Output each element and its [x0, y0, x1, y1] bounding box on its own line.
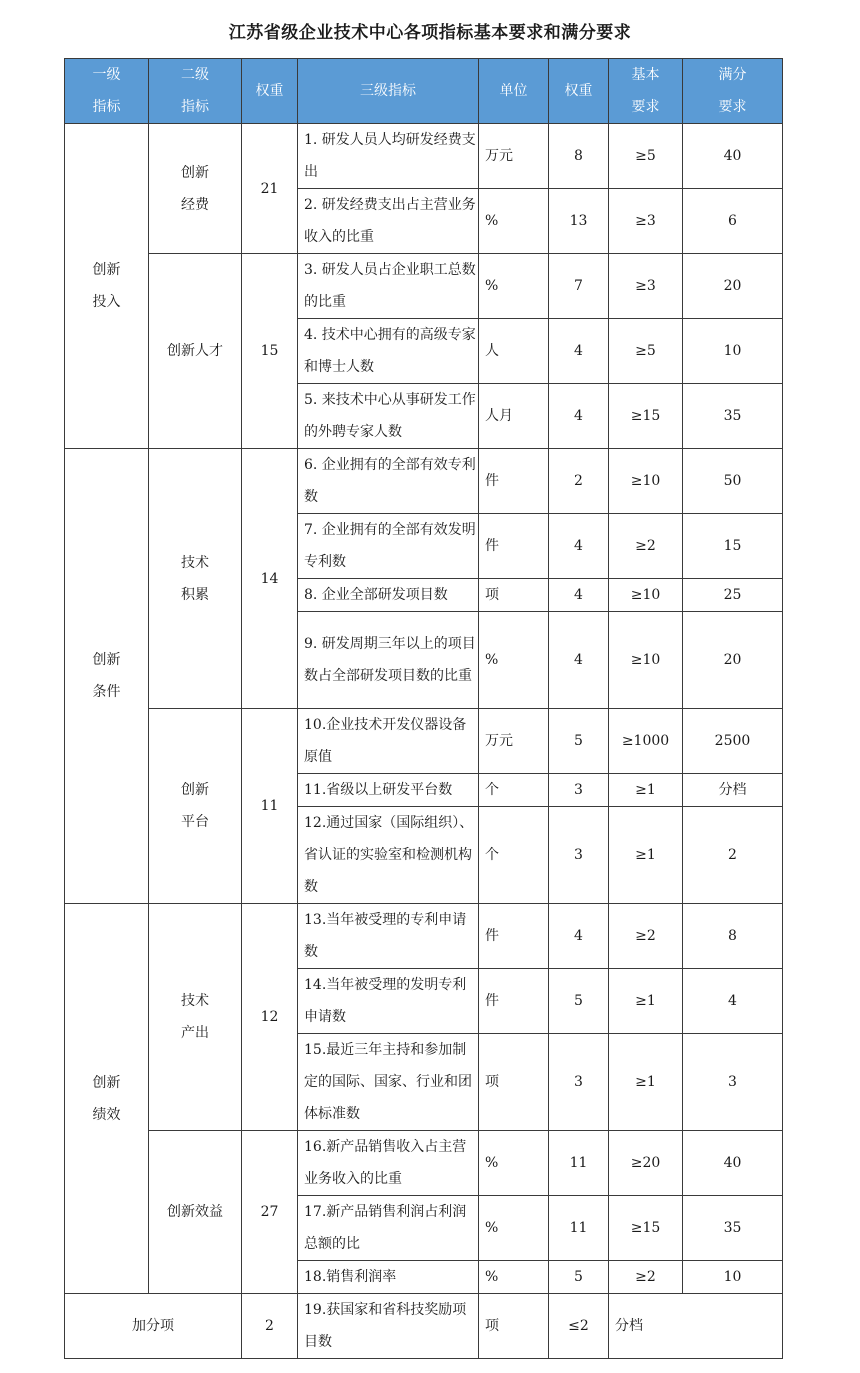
basic-cell: ≥15 — [609, 1196, 683, 1261]
unit-cell: % — [479, 612, 549, 709]
subgroup-cell: 创新人才 — [149, 254, 242, 449]
weight-cell: 7 — [549, 254, 609, 319]
unit-cell: % — [479, 254, 549, 319]
basic-cell: ≥10 — [609, 612, 683, 709]
indicator-cell: 12.通过国家（国际组织）、省认证的实验室和检测机构数 — [298, 807, 479, 904]
subgroup-weight-cell: 27 — [242, 1131, 298, 1294]
unit-cell: 件 — [479, 904, 549, 969]
basic-cell: 分档 — [609, 1294, 783, 1359]
weight-cell: 4 — [549, 904, 609, 969]
subgroup-weight-cell: 12 — [242, 904, 298, 1131]
unit-cell: 万元 — [479, 124, 549, 189]
weight-cell: 4 — [549, 514, 609, 579]
subgroup-weight-cell: 15 — [242, 254, 298, 449]
table-row — [65, 124, 783, 189]
unit-cell: 万元 — [479, 709, 549, 774]
header-level1: 一级 指标 — [65, 59, 149, 124]
group-cell: 创新 投入 — [65, 124, 149, 449]
indicator-cell: 5. 来技术中心从事研发工作的外聘专家人数 — [298, 384, 479, 449]
full-cell: 40 — [683, 1131, 783, 1196]
table-row — [65, 1294, 783, 1359]
unit-cell: % — [479, 1196, 549, 1261]
full-cell: 10 — [683, 319, 783, 384]
group-cell: 创新 条件 — [65, 449, 149, 904]
unit-cell: % — [479, 189, 549, 254]
full-cell: 15 — [683, 514, 783, 579]
basic-cell: ≥1 — [609, 1034, 683, 1131]
unit-cell: 人 — [479, 319, 549, 384]
weight-cell: 8 — [549, 124, 609, 189]
basic-cell: ≥10 — [609, 579, 683, 612]
weight-cell: 4 — [549, 384, 609, 449]
full-cell: 40 — [683, 124, 783, 189]
full-cell: 8 — [683, 904, 783, 969]
table-row — [65, 709, 783, 774]
indicator-cell: 13.当年被受理的专利申请数 — [298, 904, 479, 969]
subgroup-cell: 创新效益 — [149, 1131, 242, 1294]
table-row — [65, 254, 783, 319]
unit-cell: 项 — [479, 1294, 549, 1359]
weight-cell: 11 — [549, 1131, 609, 1196]
weight-cell: 2 — [549, 449, 609, 514]
weight-cell: 3 — [549, 1034, 609, 1131]
subgroup-cell: 创新 平台 — [149, 709, 242, 904]
full-cell: 25 — [683, 579, 783, 612]
basic-cell: ≥10 — [609, 449, 683, 514]
unit-cell: 项 — [479, 1034, 549, 1131]
full-cell: 35 — [683, 384, 783, 449]
indicator-cell: 17.新产品销售利润占利润总额的比 — [298, 1196, 479, 1261]
basic-cell: ≥5 — [609, 319, 683, 384]
unit-cell: 件 — [479, 449, 549, 514]
unit-cell: % — [479, 1261, 549, 1294]
unit-cell: % — [479, 1131, 549, 1196]
table-row — [65, 449, 783, 514]
weight-cell: 4 — [549, 579, 609, 612]
basic-cell: ≥20 — [609, 1131, 683, 1196]
indicator-cell: 11.省级以上研发平台数 — [298, 774, 479, 807]
header-full: 满分 要求 — [683, 59, 783, 124]
weight-cell: 5 — [549, 709, 609, 774]
unit-cell: 个 — [479, 774, 549, 807]
unit-cell: 人月 — [479, 384, 549, 449]
full-cell: 20 — [683, 254, 783, 319]
subgroup-cell: 技术 积累 — [149, 449, 242, 709]
bonus-weight-cell: 2 — [242, 1294, 298, 1359]
full-cell: 35 — [683, 1196, 783, 1261]
weight-cell: 4 — [549, 319, 609, 384]
basic-cell: ≥2 — [609, 1261, 683, 1294]
full-cell: 50 — [683, 449, 783, 514]
unit-cell: 项 — [479, 579, 549, 612]
full-cell: 6 — [683, 189, 783, 254]
header-weight2: 权重 — [549, 59, 609, 124]
indicator-cell: 3. 研发人员占企业职工总数的比重 — [298, 254, 479, 319]
unit-cell: 件 — [479, 514, 549, 579]
header-unit: 单位 — [479, 59, 549, 124]
weight-cell: 3 — [549, 807, 609, 904]
weight-cell: 3 — [549, 774, 609, 807]
weight-cell: 5 — [549, 1261, 609, 1294]
bonus-cell: 加分项 — [65, 1294, 242, 1359]
indicator-table — [64, 58, 783, 1359]
indicator-cell: 15.最近三年主持和参加制定的国际、国家、行业和团体标准数 — [298, 1034, 479, 1131]
basic-cell: ≥15 — [609, 384, 683, 449]
basic-cell: ≥5 — [609, 124, 683, 189]
basic-cell: ≥1 — [609, 969, 683, 1034]
weight-cell: 4 — [549, 612, 609, 709]
header-level3: 三级指标 — [298, 59, 479, 124]
basic-cell: ≥2 — [609, 514, 683, 579]
weight-cell: 11 — [549, 1196, 609, 1261]
header-weight1: 权重 — [242, 59, 298, 124]
indicator-cell: 6. 企业拥有的全部有效专利数 — [298, 449, 479, 514]
indicator-cell: 16.新产品销售收入占主营业务收入的比重 — [298, 1131, 479, 1196]
header-basic: 基本 要求 — [609, 59, 683, 124]
weight-cell: 5 — [549, 969, 609, 1034]
unit-cell: 件 — [479, 969, 549, 1034]
indicator-cell: 8. 企业全部研发项目数 — [298, 579, 479, 612]
indicator-cell: 2. 研发经费支出占主营业务收入的比重 — [298, 189, 479, 254]
weight-cell: 13 — [549, 189, 609, 254]
subgroup-weight-cell: 21 — [242, 124, 298, 254]
subgroup-cell: 创新 经费 — [149, 124, 242, 254]
full-cell: 10 — [683, 1261, 783, 1294]
full-cell: 4 — [683, 969, 783, 1034]
unit-cell: 个 — [479, 807, 549, 904]
indicator-cell: 10.企业技术开发仪器设备原值 — [298, 709, 479, 774]
indicator-cell: 14.当年被受理的发明专利申请数 — [298, 969, 479, 1034]
indicator-cell: 7. 企业拥有的全部有效发明专利数 — [298, 514, 479, 579]
basic-cell: ≥1000 — [609, 709, 683, 774]
weight-cell: ≤2 — [549, 1294, 609, 1359]
basic-cell: ≥3 — [609, 189, 683, 254]
indicator-cell: 18.销售利润率 — [298, 1261, 479, 1294]
full-cell: 2 — [683, 807, 783, 904]
subgroup-cell: 技术 产出 — [149, 904, 242, 1131]
full-cell: 20 — [683, 612, 783, 709]
indicator-cell: 9. 研发周期三年以上的项目数占全部研发项目数的比重 — [298, 612, 479, 709]
indicator-cell: 19.获国家和省科技奖励项目数 — [298, 1294, 479, 1359]
indicator-cell: 4. 技术中心拥有的高级专家和博士人数 — [298, 319, 479, 384]
basic-cell: ≥1 — [609, 774, 683, 807]
basic-cell: ≥1 — [609, 807, 683, 904]
table-row — [65, 904, 783, 969]
basic-cell: ≥3 — [609, 254, 683, 319]
full-cell: 2500 — [683, 709, 783, 774]
full-cell: 3 — [683, 1034, 783, 1131]
header-level2: 二级 指标 — [149, 59, 242, 124]
group-cell: 创新 绩效 — [65, 904, 149, 1294]
subgroup-weight-cell: 11 — [242, 709, 298, 904]
indicator-cell: 1. 研发人员人均研发经费支出 — [298, 124, 479, 189]
header-row — [65, 59, 783, 124]
page-title: 江苏省级企业技术中心各项指标基本要求和满分要求 — [228, 23, 632, 43]
full-cell: 分档 — [683, 774, 783, 807]
subgroup-weight-cell: 14 — [242, 449, 298, 709]
table-row — [65, 1131, 783, 1196]
basic-cell: ≥2 — [609, 904, 683, 969]
